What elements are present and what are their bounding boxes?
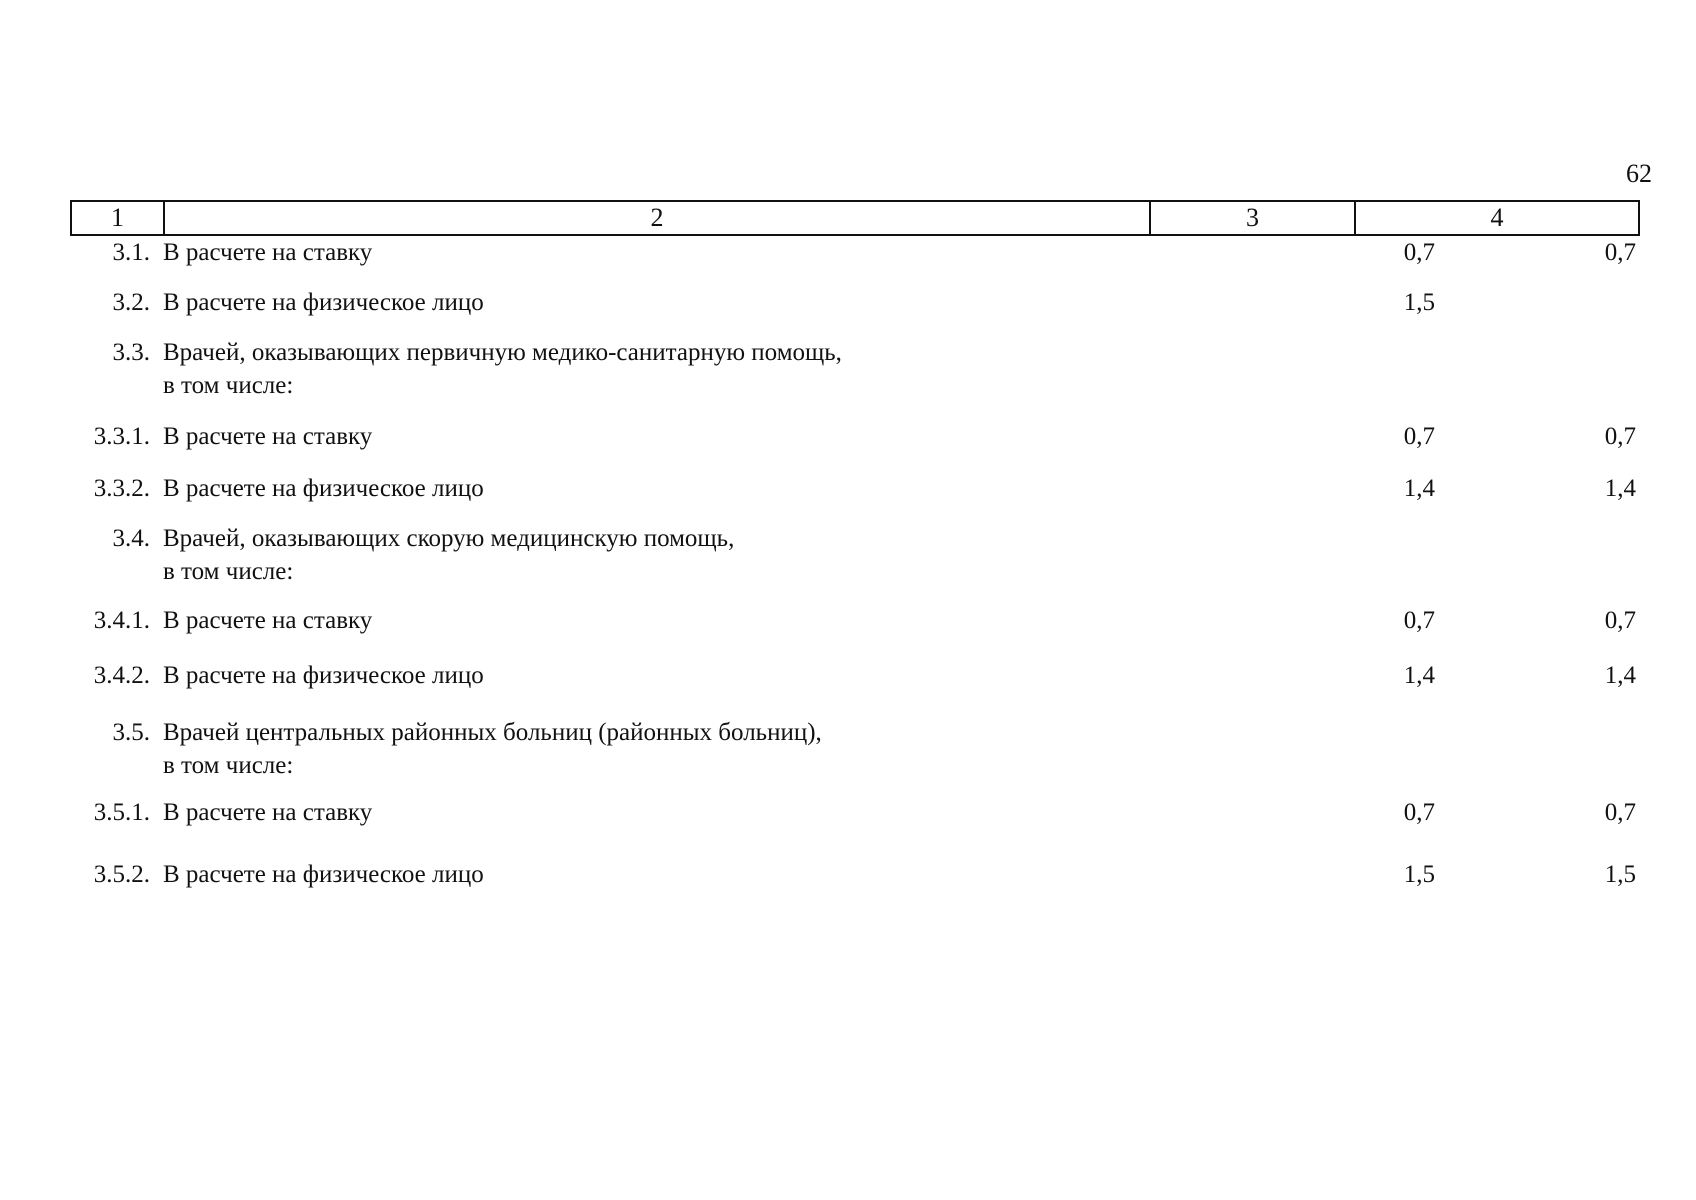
table-row — [70, 659, 1640, 716]
row-value-col4: 0,7 — [1604, 607, 1636, 634]
row-text: Врачей, оказывающих первичную медико-санитарную помощь, в том числе: — [163, 339, 842, 399]
row-number: 3.3. — [112, 339, 150, 366]
row-number: 3.2. — [112, 289, 150, 316]
table-row — [70, 236, 1640, 286]
table-row — [70, 716, 1640, 796]
row-value-col3: 0,7 — [1403, 799, 1435, 826]
row-value-col3: 0,7 — [1403, 239, 1435, 266]
row-value-col4: 1,4 — [1604, 662, 1636, 689]
table-row — [70, 604, 1640, 659]
row-number: 3.4. — [112, 525, 150, 552]
row-value-col3: 1,4 — [1403, 475, 1435, 502]
row-value-col3: 1,4 — [1403, 662, 1435, 689]
row-text: В расчете на ставку — [163, 423, 373, 450]
row-value-col4: 0,7 — [1604, 423, 1636, 450]
row-number: 3.5.2. — [93, 861, 150, 888]
row-number: 3.5.1. — [93, 799, 150, 826]
row-text: В расчете на ставку — [163, 607, 373, 634]
header-col-1: 1 — [72, 202, 165, 234]
row-value-col4: 0,7 — [1604, 799, 1636, 826]
table-row — [70, 336, 1640, 420]
table-row — [70, 858, 1640, 908]
row-value-col3: 0,7 — [1403, 607, 1435, 634]
row-number: 3.5. — [112, 719, 150, 746]
table-header — [70, 200, 1640, 236]
row-number: 3.1. — [112, 239, 150, 266]
table-row — [70, 286, 1640, 336]
row-text: В расчете на физическое лицо — [163, 662, 484, 689]
table-row — [70, 796, 1640, 858]
row-text: В расчете на ставку — [163, 239, 373, 266]
table-body — [70, 236, 1640, 908]
row-value-col4: 0,7 — [1604, 239, 1636, 266]
header-col-2: 2 — [165, 202, 1151, 234]
header-col-3: 3 — [1151, 202, 1356, 234]
table-row — [70, 472, 1640, 522]
row-text: Врачей центральных районных больниц (районных больниц), в том числе: — [163, 719, 822, 779]
row-value-col4: 1,4 — [1604, 475, 1636, 502]
row-number: 3.3.1. — [93, 423, 150, 450]
row-number: 3.4.2. — [93, 662, 150, 689]
row-value-col3: 1,5 — [1403, 289, 1435, 316]
row-text: В расчете на физическое лицо — [163, 861, 484, 888]
row-number: 3.4.1. — [93, 607, 150, 634]
row-value-col3: 0,7 — [1403, 423, 1435, 450]
row-value-col3: 1,5 — [1403, 861, 1435, 888]
page-number: 62 — [1626, 159, 1652, 188]
row-text: В расчете на физическое лицо — [163, 289, 484, 316]
table-row — [70, 420, 1640, 472]
header-col-4: 4 — [1490, 203, 1504, 232]
table-row — [70, 522, 1640, 604]
row-number: 3.3.2. — [93, 475, 150, 502]
row-text: В расчете на ставку — [163, 799, 373, 826]
row-value-col4: 1,5 — [1604, 861, 1636, 888]
row-text: Врачей, оказывающих скорую медицинскую помощь, в том числе: — [163, 525, 735, 585]
row-text: В расчете на физическое лицо — [163, 475, 484, 502]
